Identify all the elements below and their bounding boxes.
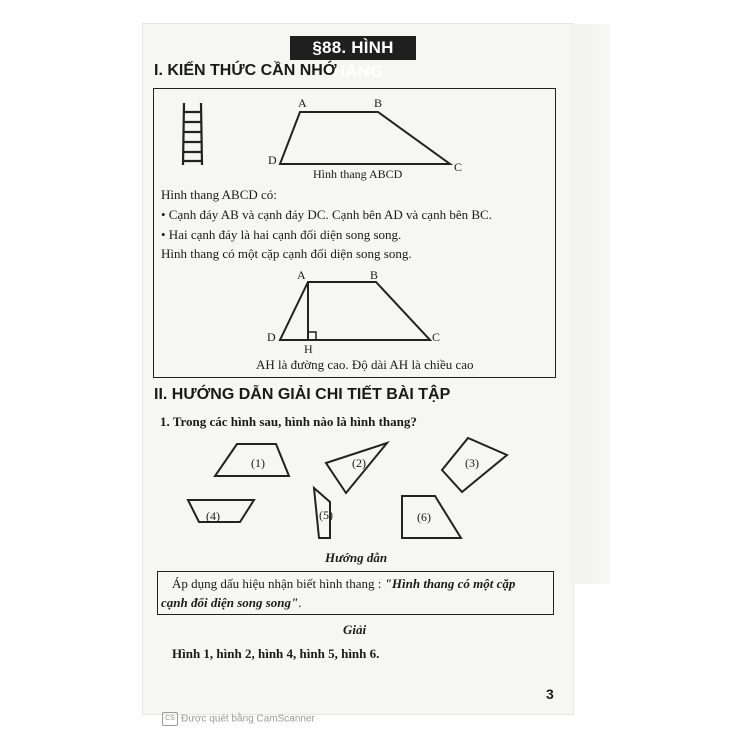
fig1-label-a: A bbox=[298, 96, 307, 110]
section1-heading: I. KIẾN THỨC CẦN NHỚ bbox=[154, 62, 337, 79]
shape-3-label: (3) bbox=[465, 456, 479, 470]
page-bleed-shadow bbox=[570, 24, 610, 584]
fig2-label-c: C bbox=[432, 330, 441, 344]
fig2-label-a: A bbox=[297, 268, 306, 282]
guide-text: Áp dụng dấu hiệu nhận biết hình thang : bbox=[172, 576, 385, 591]
solution-text: Hình 1, hình 2, hình 4, hình 5, hình 6. bbox=[172, 646, 380, 661]
fig2-label-h: H bbox=[304, 342, 313, 356]
shape-2-label: (2) bbox=[352, 456, 366, 470]
guide-line-1 bbox=[172, 576, 515, 592]
fig2-label-b: B bbox=[370, 268, 379, 282]
guide-title: Hướng dẫn bbox=[325, 550, 388, 565]
shape-4-label: (4) bbox=[206, 509, 220, 523]
bullet-sides: • Cạnh đáy AB và cạnh đáy DC. Cạnh bên AD và cạnh bên BC. bbox=[161, 207, 492, 222]
trapezoid-height-figure bbox=[270, 270, 440, 345]
footer-text: Được quét bằng CamScanner bbox=[181, 713, 315, 725]
guide-period: . bbox=[298, 595, 302, 610]
fig1-label-c: C bbox=[454, 160, 463, 174]
trapezoid-definition: Hình thang có một cặp cạnh đối diện song song. bbox=[161, 246, 412, 261]
ladder-icon bbox=[180, 103, 206, 165]
section2-heading: II. HƯỚNG DẪN GIẢI CHI TIẾT BÀI TẬP bbox=[154, 386, 451, 403]
camscanner-footer bbox=[162, 712, 315, 726]
fig1-label-b: B bbox=[374, 96, 383, 110]
question-1: 1. Trong các hình sau, hình nào là hình thang? bbox=[160, 414, 417, 429]
shape-6-label: (6) bbox=[417, 510, 431, 524]
bullet-parallel: • Hai cạnh đáy là hai cạnh đối diện song song. bbox=[161, 227, 402, 242]
solution-title: Giải bbox=[343, 622, 367, 637]
fig1-label-d: D bbox=[268, 153, 277, 167]
shape-5-label: (5) bbox=[319, 508, 333, 522]
guide-quote-part1: "Hình thang có một cặp bbox=[384, 576, 516, 591]
lesson-title: §88. HÌNH THANG bbox=[290, 36, 416, 60]
guide-line-2 bbox=[161, 595, 302, 611]
page-number: 3 bbox=[546, 686, 554, 702]
camscanner-icon: CS bbox=[162, 712, 178, 726]
guide-quote-part2: cạnh đối diện song song" bbox=[161, 595, 299, 610]
height-note: AH là đường cao. Độ dài AH là chiều cao bbox=[256, 357, 474, 372]
fig1-caption: Hình thang ABCD bbox=[313, 167, 403, 181]
fig2-label-d: D bbox=[267, 330, 276, 344]
shapes-figure bbox=[180, 430, 520, 550]
shape-1-label: (1) bbox=[251, 456, 265, 470]
trapezoid-intro: Hình thang ABCD có: bbox=[161, 187, 277, 202]
